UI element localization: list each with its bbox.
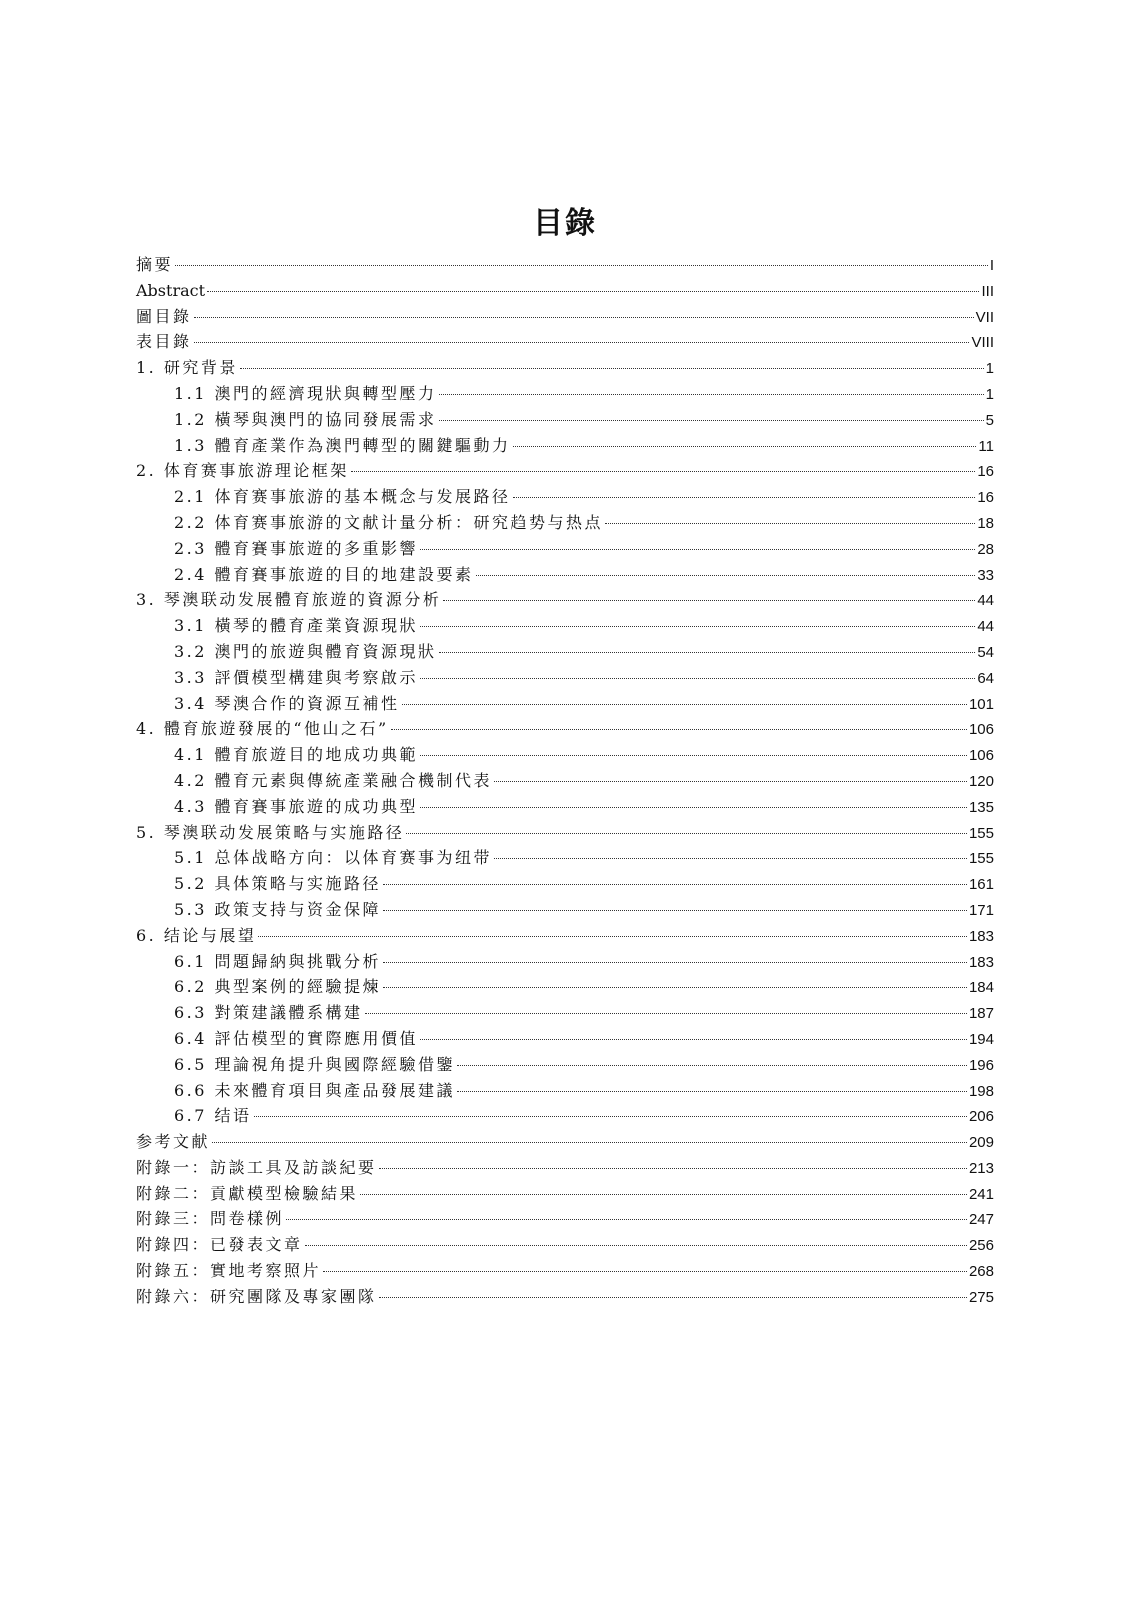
toc-entry[interactable]	[136, 949, 994, 975]
toc-entry[interactable]	[136, 329, 994, 355]
toc-entry[interactable]	[136, 1000, 994, 1026]
toc-entry-page-number: 194	[968, 1030, 994, 1048]
toc-entry-page-number: VIII	[971, 334, 994, 352]
toc-entry-label: 4.1 體育旅遊目的地成功典範	[174, 745, 419, 765]
toc-entry-page-number: 16	[977, 489, 994, 507]
toc-entry-label: 6.6 未來體育項目與產品發展建議	[174, 1080, 456, 1100]
toc-entry-page-number: 206	[968, 1108, 994, 1126]
toc-entry[interactable]	[136, 407, 994, 433]
toc-entry[interactable]	[136, 458, 994, 484]
toc-entry-label: 2.4 體育賽事旅遊的目的地建設要素	[174, 564, 474, 584]
toc-entry-label: 6.7 结语	[174, 1106, 252, 1126]
dot-leader	[194, 342, 970, 343]
dot-leader	[406, 833, 967, 834]
toc-entry-page-number: 247	[968, 1211, 994, 1229]
dot-leader	[351, 471, 975, 472]
toc-entry-page-number: 171	[968, 901, 994, 919]
toc-entry-label: 参考文献	[136, 1132, 211, 1152]
toc-entry[interactable]	[136, 1284, 994, 1310]
dot-leader	[360, 1194, 967, 1195]
dot-leader	[383, 987, 967, 988]
toc-entry-label: 3.3 評價模型構建與考察啟示	[174, 667, 419, 687]
toc-entry-page-number: 161	[968, 876, 994, 894]
toc-entry-label: 摘要	[136, 255, 174, 274]
toc-entry-label: 6.2 典型案例的經驗提煉	[174, 977, 382, 997]
toc-entry[interactable]	[136, 1052, 994, 1078]
toc-entry-label: 2. 体育赛事旅游理论框架	[136, 461, 349, 481]
dot-leader	[494, 858, 967, 859]
toc-entry[interactable]	[136, 1232, 994, 1258]
dot-leader	[305, 1245, 967, 1246]
toc-entry[interactable]	[136, 1258, 994, 1284]
dot-leader	[207, 291, 979, 292]
toc-entry-page-number: 28	[977, 540, 994, 558]
toc-entry-page-number: 268	[968, 1263, 994, 1281]
toc-entry-page-number: VII	[975, 308, 994, 326]
toc-entry-label: 4. 體育旅遊發展的“他山之石”	[136, 719, 389, 739]
toc-entry-page-number: 135	[968, 798, 994, 816]
toc-entry-page-number: 5	[985, 411, 994, 429]
toc-entry-label: 2.2 体育赛事旅游的文献计量分析：研究趋势与热点	[174, 512, 604, 532]
toc-entry-page-number: 183	[968, 927, 994, 945]
toc-entry-label: 6.3 對策建議體系構建	[174, 1003, 363, 1023]
toc-title: 目錄	[533, 206, 597, 241]
toc-entry-page-number: 187	[968, 1005, 994, 1023]
dot-leader	[513, 446, 977, 447]
dot-leader	[194, 317, 974, 318]
toc-entry[interactable]	[136, 355, 994, 381]
dot-leader	[258, 936, 967, 937]
toc-entry[interactable]	[136, 252, 994, 278]
toc-entry[interactable]	[136, 433, 994, 459]
toc-entry-page-number: 16	[977, 463, 994, 481]
toc-entry[interactable]	[136, 1078, 994, 1104]
toc-entry-page-number: 18	[977, 514, 994, 532]
toc-entry-page-number: 11	[978, 437, 994, 455]
toc-entry-label: 1.3 體育產業作為澳門轉型的關鍵驅動力	[174, 435, 511, 455]
toc-entry[interactable]	[136, 304, 994, 330]
toc-entry-label: 1. 研究背景	[136, 358, 238, 378]
toc-entry[interactable]	[136, 665, 994, 691]
dot-leader	[513, 497, 976, 498]
toc-entry[interactable]	[136, 587, 994, 613]
toc-entry-page-number: 155	[968, 850, 994, 868]
toc-entry-page-number: 44	[977, 618, 994, 636]
toc-entry-page-number: 275	[968, 1288, 994, 1306]
dot-leader	[175, 265, 988, 266]
dot-leader	[605, 523, 975, 524]
dot-leader	[439, 420, 984, 421]
toc-entry-label: 5. 琴澳联动发展策略与实施路径	[136, 822, 405, 842]
dot-leader	[420, 807, 967, 808]
toc-entry-label: 6. 结论与展望	[136, 925, 257, 945]
toc-entry-label: 5.3 政策支持与资金保障	[174, 899, 382, 919]
toc-entry-label: 5.2 具体策略与实施路径	[174, 874, 382, 894]
toc-entry[interactable]	[136, 691, 994, 717]
toc-entry[interactable]	[136, 613, 994, 639]
toc-entry[interactable]	[136, 1026, 994, 1052]
dot-leader	[379, 1297, 967, 1298]
toc-entry-page-number: 213	[968, 1159, 994, 1177]
dot-leader	[379, 1168, 967, 1169]
toc-entry[interactable]	[136, 974, 994, 1000]
toc-entry-page-number: 101	[968, 695, 994, 713]
toc-entry[interactable]	[136, 1103, 994, 1129]
dot-leader	[494, 781, 967, 782]
toc-entry[interactable]	[136, 536, 994, 562]
toc-entry[interactable]	[136, 562, 994, 588]
toc-entry-label: 附錄二：貢獻模型檢驗結果	[136, 1183, 359, 1203]
dot-leader	[439, 394, 984, 395]
toc-entry[interactable]	[136, 923, 994, 949]
toc-entry-label: Abstract	[136, 280, 206, 300]
dot-leader	[254, 1116, 967, 1117]
toc-entry[interactable]	[136, 1206, 994, 1232]
toc-entry-page-number: 1	[985, 360, 994, 378]
toc-entry-label: 附錄六：研究團隊及專家團隊	[136, 1286, 377, 1306]
toc-entry-label: 圖目錄	[136, 306, 192, 326]
toc-entry-label: 6.1 問題歸納與挑戰分析	[174, 951, 382, 971]
toc-entry-page-number: 183	[968, 953, 994, 971]
toc-entry[interactable]	[136, 794, 994, 820]
toc-entry-label: 5.1 总体战略方向：以体育赛事为纽带	[174, 848, 493, 868]
dot-leader	[383, 884, 967, 885]
toc-entry-label: 表目錄	[136, 332, 192, 352]
dot-leader	[476, 575, 976, 576]
toc-entry-page-number: 106	[968, 747, 994, 765]
toc-entry[interactable]	[136, 1129, 994, 1155]
toc-entry-page-number: 209	[968, 1134, 994, 1152]
dot-leader	[457, 1065, 967, 1066]
dot-leader	[365, 1013, 967, 1014]
toc-entry-page-number: 54	[977, 643, 994, 661]
toc-entry-label: 6.5 理論視角提升與國際經驗借鑒	[174, 1054, 456, 1074]
dot-leader	[391, 729, 967, 730]
toc-entry[interactable]	[136, 1181, 994, 1207]
dot-leader	[420, 626, 975, 627]
toc-entry-page-number: 120	[968, 772, 994, 790]
dot-leader	[286, 1219, 967, 1220]
toc-entry[interactable]	[136, 1155, 994, 1181]
toc-entry[interactable]	[136, 278, 994, 304]
toc-entry[interactable]	[136, 716, 994, 742]
toc-entry[interactable]	[136, 742, 994, 768]
dot-leader	[323, 1271, 967, 1272]
dot-leader	[383, 962, 967, 963]
toc-entry-label: 2.3 體育賽事旅遊的多重影響	[174, 538, 419, 558]
toc-entry-label: 4.2 體育元素與傳統產業融合機制代表	[174, 770, 493, 790]
dot-leader	[439, 652, 976, 653]
toc-entry[interactable]	[136, 381, 994, 407]
toc-entry-label: 3.1 橫琴的體育產業資源現狀	[174, 616, 419, 636]
toc-entry-label: 1.2 橫琴與澳門的協同發展需求	[174, 409, 437, 429]
toc-entry-label: 附錄五：實地考察照片	[136, 1261, 322, 1281]
toc-entry[interactable]	[136, 871, 994, 897]
toc-entry[interactable]	[136, 768, 994, 794]
toc-entry-label: 3.4 琴澳合作的資源互補性	[174, 693, 400, 713]
toc-entry[interactable]	[136, 484, 994, 510]
toc-entry-label: 1.1 澳門的經濟現狀與轉型壓力	[174, 383, 437, 403]
toc-entry-label: 4.3 體育賽事旅遊的成功典型	[174, 796, 419, 816]
toc-entry-page-number: 106	[968, 721, 994, 739]
toc-entry-label: 附錄一：訪談工具及訪談紀要	[136, 1157, 377, 1177]
toc-entry-label: 2.1 体育赛事旅游的基本概念与发展路径	[174, 487, 511, 507]
toc-entry-page-number: 196	[968, 1056, 994, 1074]
dot-leader	[443, 600, 975, 601]
toc-entry-page-number: 33	[977, 566, 994, 584]
toc-entry[interactable]	[136, 639, 994, 665]
toc-entry-page-number: 198	[968, 1082, 994, 1100]
toc-entry-page-number: 44	[977, 592, 994, 610]
toc-entry-page-number: 241	[968, 1185, 994, 1203]
toc-entry[interactable]	[136, 820, 994, 846]
toc-entry[interactable]	[136, 510, 994, 536]
dot-leader	[240, 368, 984, 369]
toc-entry-page-number: III	[981, 282, 994, 300]
dot-leader	[383, 910, 967, 911]
toc-entry-page-number: 184	[968, 979, 994, 997]
dot-leader	[402, 704, 967, 705]
toc-entry-page-number: I	[989, 257, 994, 274]
toc-entry-page-number: 155	[968, 824, 994, 842]
toc-list	[136, 252, 994, 1310]
toc-entry-label: 3. 琴澳联动发展體育旅遊的資源分析	[136, 590, 442, 610]
dot-leader	[420, 1039, 967, 1040]
toc-entry[interactable]	[136, 897, 994, 923]
toc-entry-page-number: 1	[985, 385, 994, 403]
toc-entry[interactable]	[136, 845, 994, 871]
dot-leader	[420, 678, 975, 679]
toc-entry-label: 3.2 澳門的旅遊與體育資源現狀	[174, 641, 437, 661]
dot-leader	[420, 755, 967, 756]
toc-entry-label: 附錄四：已發表文章	[136, 1235, 303, 1255]
dot-leader	[457, 1091, 967, 1092]
dot-leader	[420, 549, 975, 550]
toc-entry-label: 6.4 評估模型的實際應用價值	[174, 1028, 419, 1048]
dot-leader	[212, 1142, 967, 1143]
toc-entry-page-number: 64	[977, 669, 994, 687]
toc-entry-label: 附錄三：問卷樣例	[136, 1209, 285, 1229]
toc-entry-page-number: 256	[968, 1237, 994, 1255]
